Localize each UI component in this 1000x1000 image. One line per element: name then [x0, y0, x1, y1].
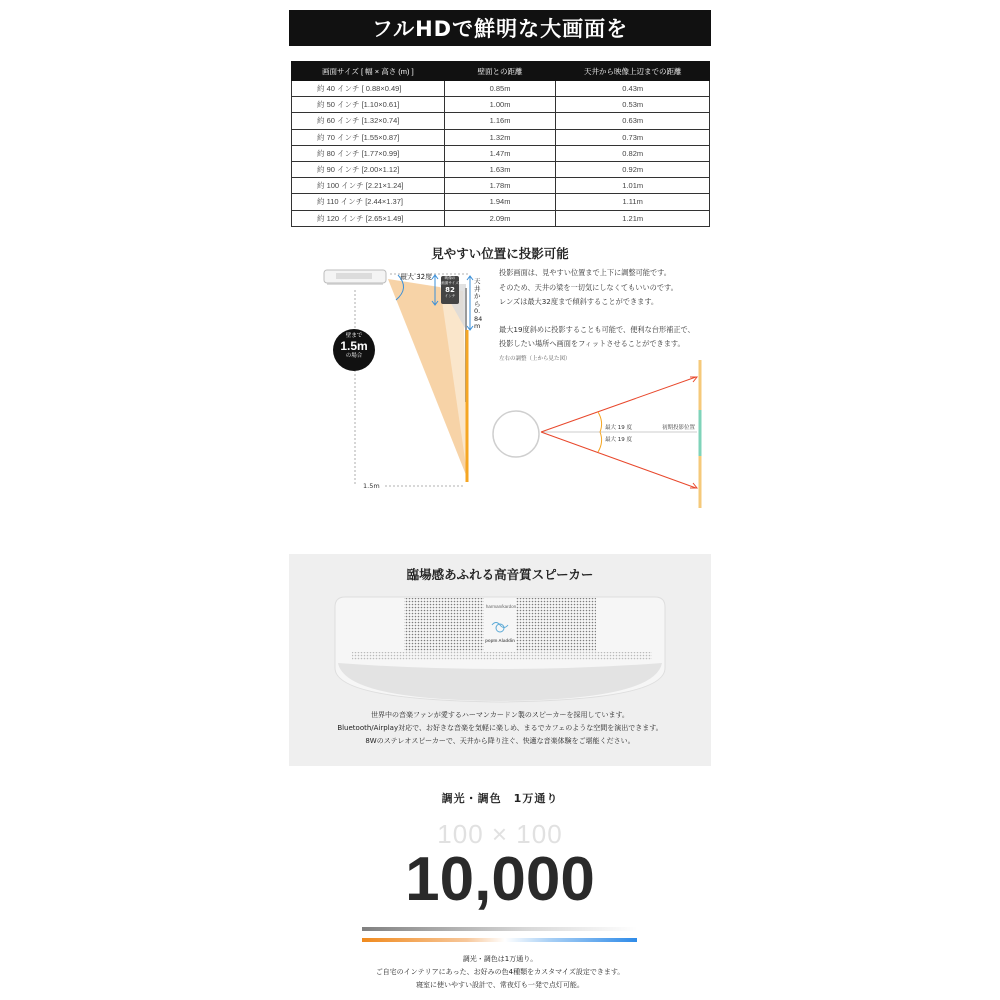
table-cell: 約 120 インチ [2.65×1.49]: [292, 210, 445, 226]
dimming-count: 10,000: [405, 845, 595, 914]
brightness-gradient-bar: [362, 927, 637, 931]
top-view-caption: 左右の調整（上から見た図）: [499, 356, 571, 362]
paragraph: 投影画面は、見やすい位置まで上下に調整可能です。 そのため、天井の梁を一切気にしなくてもいいのです。 レンズは最大32度まで傾斜することができます。: [499, 268, 678, 306]
table-cell: 1.47m: [444, 145, 556, 161]
table-header: 天井から映像上辺までの距離: [556, 62, 710, 81]
table-cell: 0.85m: [444, 81, 556, 97]
speaker-grill-left: [404, 598, 484, 652]
table-cell: 約 100 インチ [2.21×1.24]: [292, 178, 445, 194]
table-cell: 約 60 インチ [1.32×0.74]: [292, 113, 445, 129]
projection-title: 見やすい位置に投影可能: [431, 246, 569, 261]
dimming-description: 調光・調色は1万通り。 ご自宅のインテリアにあった、お好みの色4種類をカスタマイズ設定できます。 寝室に使いやすい設計で、常夜灯も一発で点灯可能。: [375, 955, 625, 989]
speaker-logo-text: popIn Aladdin: [485, 638, 515, 643]
table-cell: 0.43m: [556, 81, 710, 97]
table-cell: 1.21m: [556, 210, 710, 226]
speaker-description: 世界中の音楽ファンが愛するハーマンカードン製のスピーカーを採用しています。 Bluetooth/Airplay対応で、お好きな音楽を気軽に楽しめ、まるでカフェのような空間を演出できます。 8Wのステレオスピーカーで、天井から降り注ぐ、快適な音楽体験をご堪能ください。: [337, 711, 663, 745]
table-cell: 0.63m: [556, 113, 710, 129]
initial-position-label: 初期投影位置: [662, 425, 696, 431]
wall-distance-badge-text: 壁まで 1.5m の場合: [340, 333, 368, 359]
angle-label-up: 最大 19 度: [605, 425, 632, 431]
table-header: 壁面との距離: [444, 62, 556, 81]
angle-label-down: 最大 19 度: [605, 437, 632, 443]
ceiling-distance-label: 天井から0.84m: [474, 277, 483, 330]
table-cell: 約 90 インチ [2.00×1.12]: [292, 161, 445, 177]
table-cell: 2.09m: [444, 210, 556, 226]
table-cell: 0.53m: [556, 97, 710, 113]
speaker-brand: harman/kardon: [485, 604, 517, 609]
table-cell: 1.00m: [444, 97, 556, 113]
screen-size-label: 映像の 画面サイズ 82 インチ: [441, 276, 459, 304]
table-cell: 1.94m: [444, 194, 556, 210]
table-cell: 1.01m: [556, 178, 710, 194]
banner-title: フルHDで鮮明な大画面を: [371, 17, 629, 41]
speaker-dots-row: [352, 652, 652, 660]
speaker-title: 臨場感あふれる高音質スピーカー: [406, 567, 594, 582]
distance-label: 1.5m: [363, 482, 380, 490]
table-cell: 0.82m: [556, 145, 710, 161]
max-angle-label: 最大 32度: [400, 273, 433, 281]
paragraph: 最大19度斜めに投影することも可能で、便利な台形補正で、 投影したい場所へ画面をフィットさせることができます。: [499, 324, 695, 348]
table-cell: 約 80 インチ [1.77×0.99]: [292, 145, 445, 161]
table-cell: 約 40 インチ [ 0.88×0.49]: [292, 81, 445, 97]
table-cell: 1.32m: [444, 129, 556, 145]
table-cell: 0.92m: [556, 161, 710, 177]
table-cell: 約 70 インチ [1.55×0.87]: [292, 129, 445, 145]
dimming-title: 調光・調色 1万通り: [441, 792, 559, 805]
table-header: 画面サイズ [ 幅 × 高さ (m) ]: [292, 62, 445, 81]
table-cell: 1.78m: [444, 178, 556, 194]
table-cell: 0.73m: [556, 129, 710, 145]
table-cell: 1.11m: [556, 194, 710, 210]
table-cell: 1.63m: [444, 161, 556, 177]
table-cell: 約 50 インチ [1.10×0.61]: [292, 97, 445, 113]
dimming-formula: 100 × 100: [437, 819, 563, 849]
speaker-grill-right: [516, 598, 596, 652]
table-cell: 1.16m: [444, 113, 556, 129]
table-cell: 約 110 インチ [2.44×1.37]: [292, 194, 445, 210]
color-temperature-gradient-bar: [362, 938, 637, 942]
